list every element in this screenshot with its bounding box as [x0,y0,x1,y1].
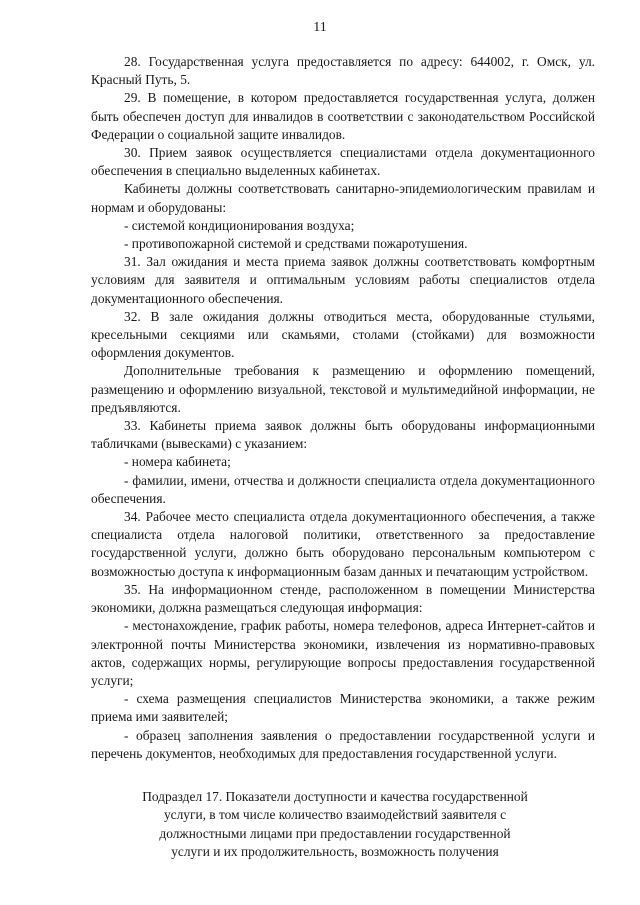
paragraph-cabinets-requirements: Кабинеты должны соответствовать санитарно-эпидемиологическим правилам и нормам и оборудованы: [91,181,595,215]
paragraph-33: 33. Кабинеты приема заявок должны быть оборудованы информационными табличками (вывесками) с указанием: [91,418,595,452]
document-body [91,53,595,763]
list-item-location-info: - местонахождение, график работы, номера телефонов, адреса Интернет-сайтов и электронной почты Министерства экономики, извлечения из нормативно-правовых актов, содержащих нормы, регулирующие вопросы предоставления государственной услуги; [91,618,595,688]
page-number: 11 [313,20,327,35]
list-item-room-number: - номера кабинета; [124,454,231,470]
subsection-heading [100,788,570,862]
paragraph-29: 29. В помещение, в котором предоставляется государственная услуга, должен быть обеспечен доступ для инвалидов в соответствии с законодательством Российской Федерации о социальной защите инвалидов. [91,90,595,142]
paragraph-32: 32. В зале ожидания должны отводиться места, оборудованные стульями, кресельными секциями или скамьями, столами (стойками) для возможности оформления документов. [91,308,595,361]
paragraph-additional-requirements: Дополнительные требования к размещению и оформлению помещений, размещению и оформлению визуальной, текстовой и мультимедийной информации, не предъявляются. [91,363,595,415]
subsection-heading-line: услуги, в том числе количество взаимодействий заявителя с [163,807,507,823]
paragraph-35: 35. На информационном стенде, расположенном в помещении Министерства экономики, должна размещаться следующая информация: [91,581,595,616]
paragraph-34: 34. Рабочее место специалиста отдела документационного обеспечения, а также специалиста отдела налоговой политики, ответственного за предоставление государственной услуги, должно быть оборудовано персональным компьютером с возможностью доступа к информационным базам данных и печатающим устройством. [91,509,595,579]
paragraph-30: 30. Прием заявок осуществляется специалистами отдела документационного обеспечения в специально выделенных кабинетах. [91,145,595,179]
list-item-fire-safety: - противопожарной системой и средствами пожаротушения. [124,236,468,252]
list-item-specialists-scheme: - схема размещения специалистов Министерства экономики, а также режим приема ими заявителей; [91,691,595,725]
paragraph-31: 31. Зал ожидания и места приема заявок должны соответствовать комфортным условиям для заявителя и оптимальным условиям работы специалистов отдела документационного обеспечения. [91,254,595,306]
list-item-specialist-name: - фамилии, имени, отчества и должности специалиста отдела документационного обеспечения. [91,472,595,506]
subsection-heading-line: услуги и их продолжительность, возможность получения [171,844,499,860]
list-item-application-sample: - образец заполнения заявления о предоставлении государственной услуги и перечень документов, необходимых для предоставления государственной услуги. [91,727,595,761]
subsection-heading-line: Подраздел 17. Показатели доступности и качества государственной [142,789,528,804]
paragraph-28: 28. Государственная услуга предоставляется по адресу: 644002, г. Омск, ул. Красный Путь, 5. [91,54,595,88]
subsection-heading-line: должностными лицами при предоставлении государственной [159,825,511,841]
list-item-air-conditioning: - системой кондиционирования воздуха; [124,217,355,233]
